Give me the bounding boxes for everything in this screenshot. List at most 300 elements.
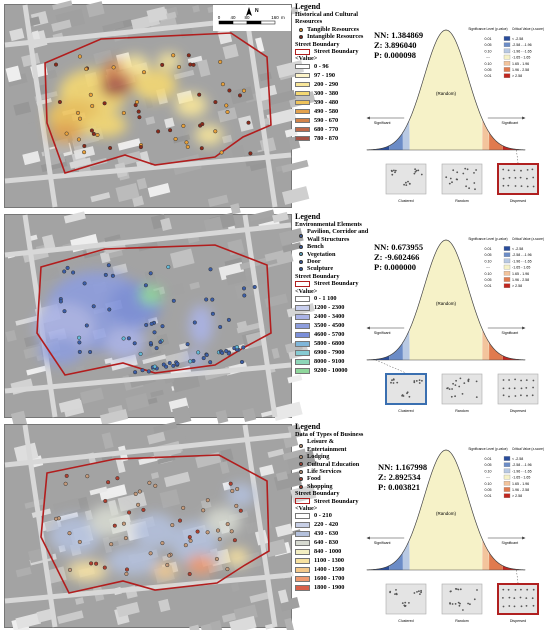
pattern-dot — [416, 591, 418, 593]
pattern-dot — [418, 590, 420, 592]
feature-point — [135, 100, 139, 104]
z-color-swatch — [504, 487, 510, 491]
feature-point — [127, 511, 131, 515]
z-color-swatch — [504, 284, 510, 288]
pattern-dot — [467, 168, 469, 170]
legend-class-item — [295, 72, 373, 79]
pattern-dot — [458, 589, 460, 591]
pattern-dot — [533, 605, 535, 607]
pattern-dot — [468, 379, 470, 381]
legend-title: Legend — [295, 422, 321, 431]
p-value-cell: 0.01 — [484, 284, 492, 289]
pattern-dot — [520, 380, 522, 382]
feature-point — [177, 65, 181, 69]
pattern-dot — [526, 178, 528, 180]
feature-point — [149, 341, 153, 345]
feature-point — [68, 531, 72, 535]
z-value-cell: > 2.58 — [512, 284, 523, 289]
legend-class-item — [295, 358, 373, 365]
z-color-swatch — [504, 43, 510, 47]
feature-point — [253, 285, 257, 289]
legend-point-label: Vegetation — [307, 250, 336, 258]
panel-3 — [0, 420, 550, 630]
feature-point — [149, 552, 153, 556]
feature-point — [193, 321, 197, 325]
critical-header: Critical Value (z-score) — [512, 27, 544, 31]
class-label: 9200 - 10000 — [314, 367, 348, 375]
pattern-dot — [455, 603, 457, 605]
scale-segment — [247, 21, 261, 24]
pattern-connector — [376, 360, 406, 373]
pattern-dot — [474, 598, 476, 600]
scale-unit: m — [281, 15, 285, 20]
feature-point — [201, 509, 205, 513]
pattern-dot — [409, 183, 411, 185]
feature-point — [200, 146, 204, 150]
feature-point — [85, 324, 89, 328]
class-label: 3500 - 4500 — [314, 322, 345, 330]
feature-point — [171, 523, 175, 527]
class-label: 1600 - 1700 — [314, 575, 345, 583]
density-blob — [107, 547, 159, 575]
feature-point — [224, 349, 228, 353]
pattern-dot — [503, 388, 505, 390]
feature-point — [125, 568, 129, 572]
feature-point — [104, 273, 108, 277]
normal-distribution-curve — [373, 0, 550, 210]
pattern-dot — [476, 381, 478, 383]
feature-point — [174, 137, 178, 141]
feature-point — [54, 517, 58, 521]
feature-point — [94, 562, 98, 566]
p-value-cell: 0.10 — [484, 469, 492, 474]
pattern-dot — [396, 382, 398, 384]
legend-class-item — [295, 340, 373, 347]
pattern-dot — [455, 384, 457, 386]
pattern-dot — [458, 602, 460, 604]
normal-distribution-curve — [373, 420, 550, 630]
pattern-dot — [468, 187, 470, 189]
class-label: 840 - 1000 — [314, 548, 342, 556]
feature-point — [139, 352, 143, 356]
feature-point — [188, 360, 192, 364]
point-symbol-icon — [299, 35, 303, 39]
feature-point — [116, 476, 120, 480]
feature-point — [54, 63, 58, 67]
legend-point-item — [295, 438, 373, 453]
pattern-dot — [532, 177, 534, 179]
legend-point-item — [295, 475, 373, 482]
feature-point — [78, 540, 82, 544]
legend-point-label: Cultural Education — [307, 460, 360, 468]
feature-point — [83, 282, 87, 286]
feature-point — [108, 308, 112, 312]
critical-header: Critical Value (z-score) — [512, 237, 544, 241]
class-label: 97 - 190 — [314, 71, 335, 79]
legend-class-item — [295, 295, 373, 302]
class-label: 200 - 290 — [314, 80, 339, 88]
feature-point — [192, 63, 196, 67]
pattern-dot — [393, 379, 395, 381]
legend-point-item — [295, 228, 373, 243]
p-value-cell: 0.10 — [484, 271, 492, 276]
curve-band — [410, 450, 483, 570]
feature-point — [168, 128, 172, 132]
panel-2 — [0, 210, 550, 420]
class-label: 0 - 210 — [314, 512, 332, 520]
boundary-swatch — [295, 498, 310, 504]
z-color-swatch — [504, 36, 510, 40]
legend-class-item — [295, 539, 373, 546]
pattern-dot — [462, 393, 464, 395]
legend-point-item — [295, 461, 373, 468]
z-color-swatch — [504, 469, 510, 473]
feature-point — [83, 144, 87, 148]
feature-point — [113, 524, 117, 528]
class-label: 1100 - 1300 — [314, 557, 345, 565]
feature-point — [209, 268, 213, 272]
point-symbol-icon — [299, 267, 303, 271]
pattern-dot — [532, 387, 534, 389]
pattern-box — [498, 584, 538, 614]
legend-class-item — [295, 566, 373, 573]
feature-point — [240, 360, 244, 364]
density-blob — [133, 513, 177, 549]
pattern-label: Random — [455, 409, 469, 413]
feature-point — [64, 482, 68, 486]
z-color-swatch — [504, 49, 510, 53]
feature-point — [166, 563, 170, 567]
feature-point — [68, 568, 72, 572]
p-value-cell: --- — [486, 265, 490, 270]
class-swatch — [295, 549, 310, 555]
pattern-dot — [473, 172, 475, 174]
feature-point — [161, 324, 165, 328]
significant-left-label: Significant — [373, 331, 391, 335]
scale-tick-label: 80 — [244, 15, 250, 20]
pattern-random — [442, 374, 482, 413]
point-symbol-icon — [299, 444, 303, 448]
pattern-dot — [514, 379, 516, 381]
feature-point — [78, 117, 82, 121]
density-blob — [227, 483, 255, 507]
feature-point — [229, 482, 233, 486]
point-symbol-icon — [299, 485, 303, 489]
class-label: 0 - 1 100 — [314, 295, 337, 303]
z-score: Z: 2.892534 — [378, 472, 421, 482]
feature-point — [156, 130, 160, 134]
p-value: P: 0.000098 — [374, 50, 417, 60]
feature-point — [188, 572, 192, 576]
boundary-label: Street Boundary — [314, 280, 359, 288]
feature-point — [144, 323, 148, 327]
pattern-dot — [508, 605, 510, 607]
z-color-swatch — [504, 74, 510, 78]
feature-point — [211, 298, 215, 302]
pattern-dot — [464, 168, 466, 170]
class-label: 0 - 96 — [314, 62, 329, 70]
significant-left-label: Significant — [373, 541, 391, 545]
scale-segment — [261, 21, 275, 24]
pattern-dot — [394, 593, 396, 595]
feature-point — [188, 535, 192, 539]
scale-bar-bg — [213, 5, 291, 31]
feature-point — [225, 104, 229, 108]
pattern-dot — [520, 170, 522, 172]
feature-point — [59, 300, 63, 304]
class-label: 390 - 480 — [314, 98, 339, 106]
feature-point — [86, 474, 90, 478]
class-label: 220 - 420 — [314, 521, 339, 529]
pattern-dot — [525, 597, 527, 599]
legend-class-item — [295, 304, 373, 311]
feature-point — [228, 89, 232, 93]
boundary-label: Street Boundary — [314, 48, 359, 56]
feature-point — [206, 531, 210, 535]
pattern-dot — [509, 597, 511, 599]
pattern-label: Clustered — [398, 409, 414, 413]
feature-point — [134, 492, 138, 496]
significance-header: Significance Level (p-value) — [468, 27, 508, 31]
feature-point — [167, 265, 171, 269]
pattern-dot — [515, 589, 517, 591]
feature-point — [78, 350, 82, 354]
pattern-dot — [474, 188, 476, 190]
pattern-dot — [473, 182, 475, 184]
p-value: P: 0.003821 — [378, 482, 421, 492]
density-blob — [205, 507, 241, 535]
normal-distribution-curve — [373, 210, 550, 420]
p-value-cell: 0.01 — [484, 37, 492, 41]
pattern-dot — [476, 589, 478, 591]
pattern-dot — [515, 177, 517, 179]
pattern-dot — [465, 185, 467, 187]
pattern-dot — [503, 379, 505, 381]
z-color-swatch — [504, 67, 510, 71]
z-color-swatch — [504, 253, 510, 257]
z-color-swatch — [504, 265, 510, 269]
point-symbol-icon — [299, 455, 303, 459]
feature-point — [168, 361, 172, 365]
z-value-cell: 1.96 - 2.58 — [512, 488, 530, 492]
feature-point — [197, 93, 201, 97]
class-label: 640 - 830 — [314, 539, 339, 547]
curve-band — [403, 330, 410, 360]
pattern-dot — [452, 383, 454, 385]
p-value-cell: 0.05 — [484, 253, 492, 258]
nn-ratio: NN: 1.384869 — [374, 30, 424, 40]
feature-point — [142, 70, 146, 74]
feature-point — [242, 346, 246, 350]
pattern-connector — [516, 150, 518, 163]
pattern-label: Clustered — [398, 619, 414, 623]
legend-group-title: Data of Types of Business — [295, 431, 364, 438]
pattern-dot — [459, 605, 461, 607]
pattern-dot — [476, 396, 478, 398]
pattern-dot — [533, 589, 535, 591]
pattern-box — [386, 374, 426, 404]
class-swatch — [295, 576, 310, 582]
feature-point — [104, 499, 108, 503]
legend-point-item — [295, 33, 373, 40]
point-symbol-icon — [299, 28, 303, 32]
pattern-dot — [414, 173, 416, 175]
pattern-dot — [420, 590, 422, 592]
pattern-dot — [402, 602, 404, 604]
density-blob — [39, 337, 83, 365]
class-swatch — [295, 91, 310, 97]
pattern-dot — [503, 606, 505, 608]
curve-band — [403, 540, 410, 570]
pattern-dot — [509, 177, 511, 179]
z-value-cell: -2.58 - -1.96 — [512, 463, 532, 468]
feature-point — [62, 270, 66, 274]
feature-point — [216, 529, 220, 533]
z-value-cell: > 2.58 — [512, 74, 523, 79]
z-value-cell: < -2.58 — [512, 457, 524, 461]
point-symbol-icon — [299, 462, 303, 466]
legend-point-item — [295, 265, 373, 272]
feature-point — [196, 351, 200, 355]
legend-point-label: Leisure & Entertainment — [307, 438, 347, 453]
pattern-clustered — [386, 374, 426, 413]
z-color-swatch — [504, 277, 510, 281]
feature-point — [154, 484, 158, 488]
pattern-dot — [451, 396, 453, 398]
feature-point — [214, 130, 218, 134]
feature-point — [226, 567, 230, 571]
point-symbol-icon — [299, 470, 303, 474]
pattern-dot — [503, 394, 505, 396]
feature-point — [176, 362, 180, 366]
pattern-dot — [513, 597, 515, 599]
feature-point — [78, 341, 82, 345]
pattern-dot — [414, 168, 416, 170]
legend-class-item — [295, 367, 373, 374]
feature-point — [103, 566, 107, 570]
pattern-dot — [446, 388, 448, 390]
feature-point — [122, 522, 126, 526]
feature-point — [227, 318, 231, 322]
pattern-dot — [390, 382, 392, 384]
legend-class-item — [295, 331, 373, 338]
point-symbol-icon — [299, 245, 303, 249]
legend-point-label: Sculpture — [307, 265, 334, 273]
feature-point — [58, 100, 62, 104]
density-blob — [153, 563, 177, 579]
z-color-swatch — [504, 55, 510, 59]
p-value-cell: --- — [486, 55, 490, 60]
feature-point — [88, 350, 92, 354]
class-swatch — [295, 136, 310, 142]
class-swatch — [295, 64, 310, 70]
feature-point — [138, 490, 142, 494]
point-symbol-icon — [299, 477, 303, 481]
pattern-dot — [417, 170, 419, 172]
map-legend — [295, 422, 373, 628]
feature-point — [90, 104, 94, 108]
z-color-swatch — [504, 494, 510, 498]
feature-point — [103, 102, 107, 106]
feature-point — [196, 530, 200, 534]
legend-point-item — [295, 483, 373, 490]
scale-segment — [219, 21, 233, 24]
pattern-dot — [445, 176, 447, 178]
pattern-dot — [452, 169, 454, 171]
pattern-dot — [391, 174, 393, 176]
p-value-cell: 0.01 — [484, 457, 492, 461]
feature-point — [92, 305, 96, 309]
class-swatch — [295, 350, 310, 356]
p-value-cell: 0.05 — [484, 43, 492, 48]
pattern-dot — [419, 379, 421, 381]
class-swatch — [295, 82, 310, 88]
legend-title: Legend — [295, 212, 321, 221]
legend-class-item — [295, 126, 373, 133]
pattern-dot — [503, 178, 505, 180]
z-value-cell: -2.58 - -1.96 — [512, 43, 532, 48]
pattern-dot — [463, 382, 465, 384]
building — [284, 618, 294, 630]
z-value-cell: < -2.58 — [512, 247, 524, 251]
p-value-cell: 0.01 — [484, 247, 492, 251]
feature-point — [211, 312, 215, 316]
z-value-cell: -2.58 - -1.96 — [512, 253, 532, 258]
feature-point — [218, 60, 222, 64]
significant-right-label: Significant — [501, 121, 519, 125]
pattern-dot — [532, 169, 534, 171]
pattern-box — [386, 164, 426, 194]
feature-point — [136, 503, 140, 507]
significant-right-label: Significant — [501, 331, 519, 335]
significant-right-label: Significant — [501, 541, 519, 545]
significance-header: Significance Level (p-value) — [468, 447, 508, 451]
z-value-cell: -1.65 - 1.65 — [512, 265, 531, 270]
z-color-swatch — [504, 259, 510, 263]
satellite-map — [4, 4, 292, 208]
scale-tick-label: 40 — [230, 15, 236, 20]
map-legend — [295, 212, 373, 418]
feature-point — [181, 506, 185, 510]
pattern-dot — [460, 588, 462, 590]
svg-text:N: N — [255, 8, 259, 14]
pattern-box — [386, 584, 426, 614]
pattern-dot — [455, 588, 457, 590]
pattern-dot — [508, 396, 510, 398]
z-score: Z: -9.602466 — [374, 252, 420, 262]
right-arrowhead-icon — [522, 117, 525, 120]
class-swatch — [295, 558, 310, 564]
feature-point — [218, 325, 222, 329]
point-symbol-icon — [299, 252, 303, 256]
legend-point-label: Intangible Resources — [307, 33, 364, 41]
z-value-cell: > 2.58 — [512, 494, 523, 499]
z-color-swatch — [504, 475, 510, 479]
feature-point — [164, 365, 168, 369]
feature-point — [142, 508, 146, 512]
pattern-dot — [458, 386, 460, 388]
legend-class-item — [295, 90, 373, 97]
pattern-random — [442, 164, 482, 203]
z-color-swatch — [504, 246, 510, 250]
pattern-dot — [449, 183, 451, 185]
legend-class-item — [295, 313, 373, 320]
class-label: 590 - 670 — [314, 116, 339, 124]
feature-point — [71, 271, 75, 275]
feature-point — [220, 151, 224, 155]
class-swatch — [295, 296, 310, 302]
pattern-dot — [408, 602, 410, 604]
